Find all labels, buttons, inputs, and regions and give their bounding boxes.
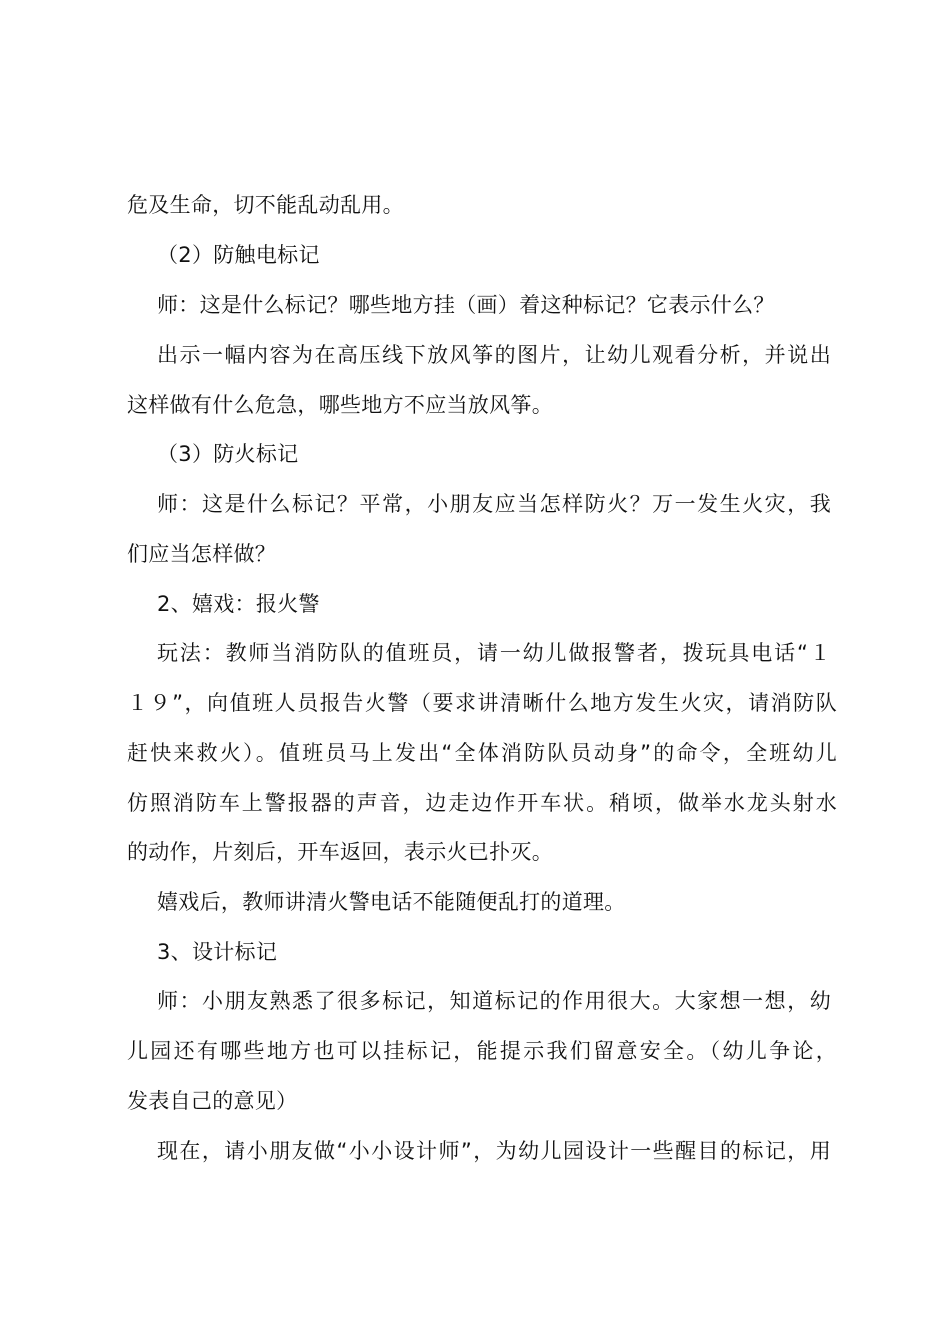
section-heading: （3）防火标记 — [157, 442, 299, 466]
text-line: 师：小朋友熟悉了很多标记，知道标记的作用很大。大家想一想，幼 — [157, 989, 831, 1013]
text-line: 仿照消防车上警报器的声音，边走边作开车状。稍顷，做举水龙头射水 — [127, 791, 837, 815]
text-line: 赶快来救火）。值班员马上发出“全体消防队员动身”的命令，全班幼儿 — [127, 741, 837, 765]
text-line: 现在，请小朋友做“小小设计师”，为幼儿园设计一些醒目的标记，用 — [157, 1139, 831, 1163]
text-line: １９”，向值班人员报告火警（要求讲清晰什么地方发生火灾，请消防队 — [127, 691, 837, 715]
text-line: 们应当怎样做？ — [127, 542, 277, 566]
section-heading: 2、嬉戏：报火警 — [157, 592, 320, 616]
text-line: 玩法：教师当消防队的值班员，请一幼儿做报警者，拨玩具电话“１ — [157, 641, 831, 665]
text-line: 出示一幅内容为在高压线下放风筝的图片，让幼儿观看分析，并说出 — [157, 343, 831, 367]
text-line: 师：这是什么标记？平常，小朋友应当怎样防火？万一发生火灾，我 — [157, 492, 831, 516]
text-line: 嬉戏后，教师讲清火警电话不能随便乱打的道理。 — [157, 890, 626, 914]
text-line: 发表自己的意见） — [127, 1089, 298, 1113]
text-line: 危及生命，切不能乱动乱用。 — [127, 193, 404, 217]
section-heading: （2）防触电标记 — [157, 243, 320, 267]
text-line: 这样做有什么危急，哪些地方不应当放风筝。 — [127, 393, 553, 417]
section-heading: 3、设计标记 — [157, 940, 278, 964]
text-line: 儿园还有哪些地方也可以挂标记，能提示我们留意安全。（幼儿争论， — [127, 1039, 837, 1063]
text-line: 的动作，片刻后，开车返回，表示火已扑灭。 — [127, 840, 553, 864]
text-line: 师：这是什么标记？哪些地方挂（画）着这种标记？它表示什么？ — [157, 293, 775, 317]
